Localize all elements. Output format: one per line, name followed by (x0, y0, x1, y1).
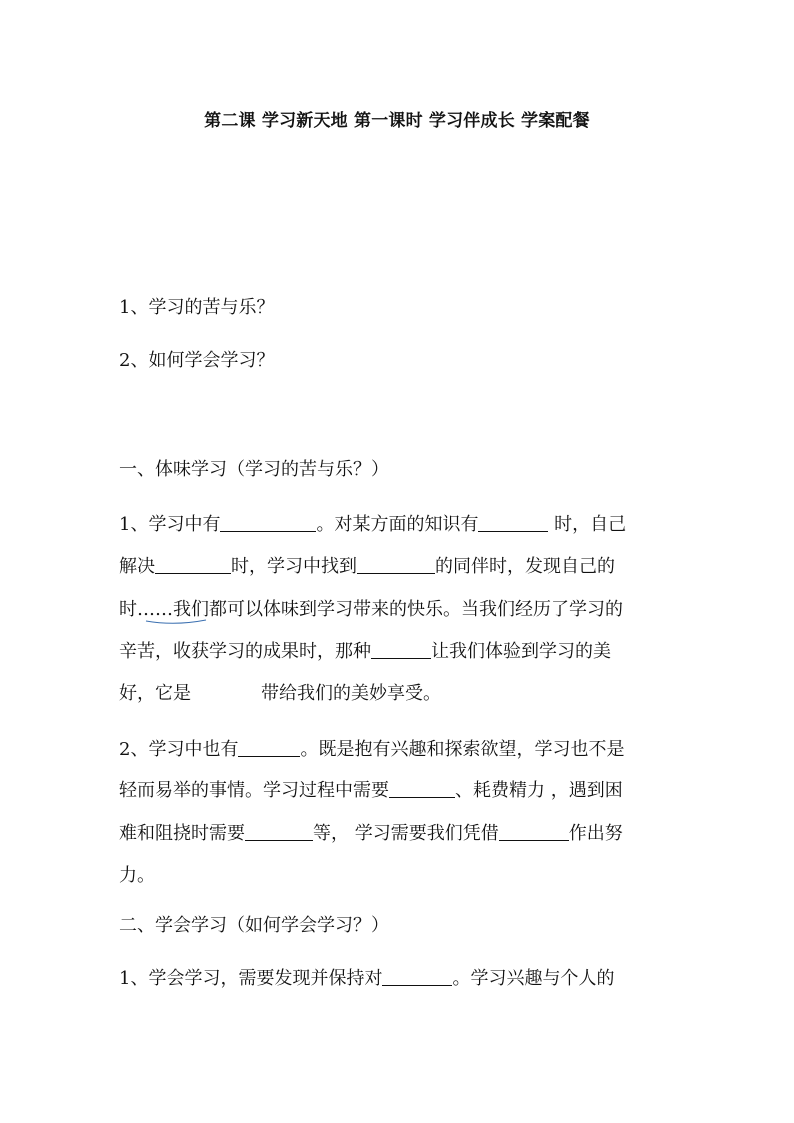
fill-in-blank (238, 738, 300, 757)
section-1-p2-line-1 (119, 738, 679, 762)
text: 时，自己 (548, 514, 627, 535)
text: 。对某方面的知识有 (316, 514, 479, 535)
text: 1、学习中有 (119, 514, 221, 535)
fill-in-blank (371, 640, 431, 659)
text: 难和阻挠时需要 (119, 823, 245, 844)
fill-in-blank (389, 779, 455, 798)
text: 。既是抱有兴趣和探索欲望，学习也不是 (300, 739, 625, 760)
text: 好，它是 (119, 683, 191, 704)
text: 让我们体验到学习的美 (431, 641, 611, 662)
text: 带给我们的美妙享受。 (261, 683, 441, 704)
section-1-heading: 一、体味学习（学习的苦与乐？） (119, 459, 389, 480)
fill-in-blank (245, 822, 313, 841)
fill-in-blank (382, 967, 452, 986)
section-1-p2-line-3 (119, 822, 679, 846)
section-2-heading: 二、学会学习（如何学会学习？） (119, 915, 389, 936)
text: 2、学习中也有 (119, 739, 239, 760)
text: 时，学习中找到 (231, 556, 357, 577)
section-1-p2-line-4: 力。 (119, 865, 155, 886)
text: 作出努 (568, 823, 623, 844)
fill-in-blank (220, 513, 316, 532)
section-1-p1-line-5 (119, 682, 679, 706)
text: 等， 学习需要我们凭借 (313, 823, 499, 844)
question-2: 2、如何学会学习？ (119, 350, 275, 371)
text: 辛苦，收获学习的成果时，那种 (119, 641, 371, 662)
text: 时…… (119, 599, 173, 620)
question-1: 1、学习的苦与乐？ (119, 297, 275, 318)
section-1-p1-line-4 (119, 640, 679, 664)
fill-in-blank (478, 513, 548, 532)
handwritten-underline-mark (145, 619, 207, 627)
text: 我们都可以体味到学习带来的快乐。当我们经历了学习的 (173, 599, 623, 620)
text: 的同伴时，发现自己的 (435, 556, 615, 577)
fill-in-blank (155, 555, 231, 574)
section-1-p1-line-1 (119, 513, 679, 537)
fill-in-blank (499, 822, 569, 841)
text: 解决 (119, 556, 155, 577)
fill-in-blank (357, 555, 435, 574)
text: 轻而易举的事情。学习过程中需要 (119, 780, 389, 801)
section-2-p1-line-1 (119, 967, 679, 991)
text: 。学习兴趣与个人的 (452, 968, 615, 989)
page-title: 第二课 学习新天地 第一课时 学习伴成长 学案配餐 (204, 111, 590, 131)
section-1-p1-line-2 (119, 555, 679, 579)
text: 、耗费精力 ，遇到困 (455, 780, 623, 801)
section-1-p2-line-2 (119, 779, 679, 803)
text: 1、学会学习，需要发现并保持对 (119, 968, 383, 989)
